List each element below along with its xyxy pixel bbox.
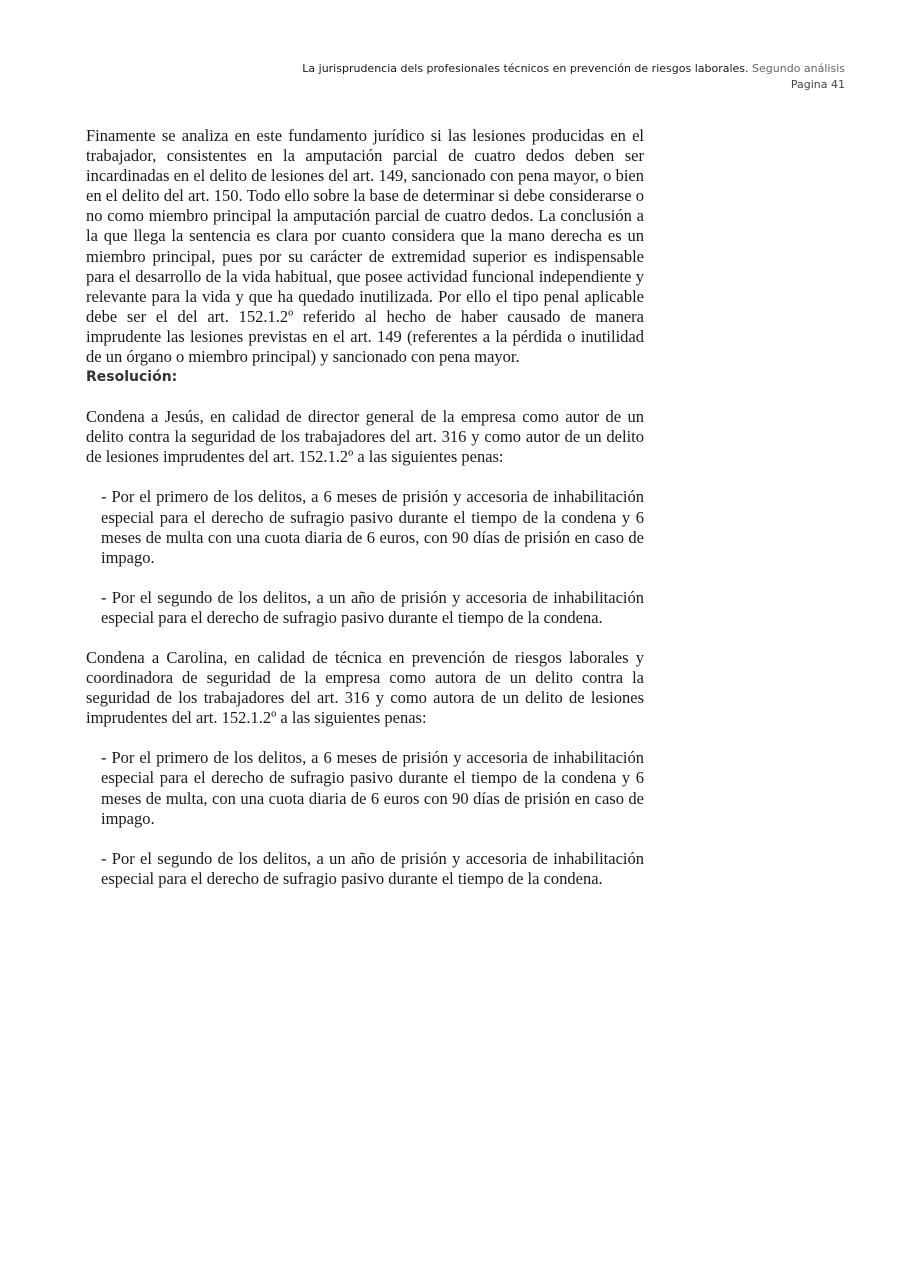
penalty-item: - Por el primero de los delitos, a 6 meses de prisión y accesoria de inhabilitación especial para el derecho de sufragio pasivo durante el tiempo de la condena y 6 meses de multa con una cuota diaria de 6 euros, con 90 días de prisión en caso de impago. (101, 487, 644, 567)
intro-paragraph: Finamente se analiza en este fundamento jurídico si las lesiones producidas en el trabajador, consistentes en la amputación parcial de cuatro dedos deben ser incardinadas en el delito de lesiones del art. 149, sancionado con pena mayor, o bien en el delito del art. 150. Todo ello sobre la base de determinar si debe considerarse o no como miembro principal la amputación parcial de cuatro dedos. La conclusión a la que llega la sentencia es clara por cuanto considera que la mano derecha es un miembro principal, pues por su carácter de extremidad superior es indispensable para el desarrollo de la vida habitual, que posee actividad funcional independiente y relevante para la vida y que ha quedado inutilizada. Por ello el tipo penal aplicable debe ser el del art. 152.1.2º referido al hecho de haber causado de manera imprudente las lesiones previstas en el art. 149 (referentes a la pérdida o inutilidad de un órgano o miembro principal) y sancionado con pena mayor. (86, 126, 644, 367)
penalty-item: - Por el primero de los delitos, a 6 meses de prisión y accesoria de inhabilitación especial para el derecho de sufragio pasivo durante el tiempo de la condena y 6 meses de multa, con una cuota diaria de 6 euros con 90 días de prisión en caso de impago. (101, 748, 644, 828)
document-title: La jurisprudencia dels profesionales técnicos en prevención de riesgos laborales. (302, 62, 749, 75)
header-title-line (302, 61, 845, 77)
document-body (86, 126, 644, 889)
document-subtitle: Segundo análisis (752, 62, 845, 75)
page-number: Pagina 41 (790, 78, 845, 91)
page-header (302, 61, 845, 93)
condena-paragraph-1: Condena a Jesús, en calidad de director general de la empresa como autor de un delito contra la seguridad de los trabajadores del art. 316 y como autor de un delito de lesiones imprudentes del art. 152.1.2º a las siguientes penas: (86, 407, 644, 467)
resolution-heading: Resolución: (86, 369, 178, 386)
condena-paragraph-2: Condena a Carolina, en calidad de técnica en prevención de riesgos laborales y coordinadora de seguridad de la empresa como autora de un delito contra la seguridad de los trabajadores del art. 316 y como autora de un delito de lesiones imprudentes del art. 152.1.2º a las siguientes penas: (86, 647, 644, 728)
penalty-item: - Por el segundo de los delitos, a un año de prisión y accesoria de inhabilitación especial para el derecho de sufragio pasivo durante el tiempo de la condena. (101, 848, 644, 888)
penalty-item: - Por el segundo de los delitos, a un año de prisión y accesoria de inhabilitación especial para el derecho de sufragio pasivo durante el tiempo de la condena. (101, 587, 644, 627)
